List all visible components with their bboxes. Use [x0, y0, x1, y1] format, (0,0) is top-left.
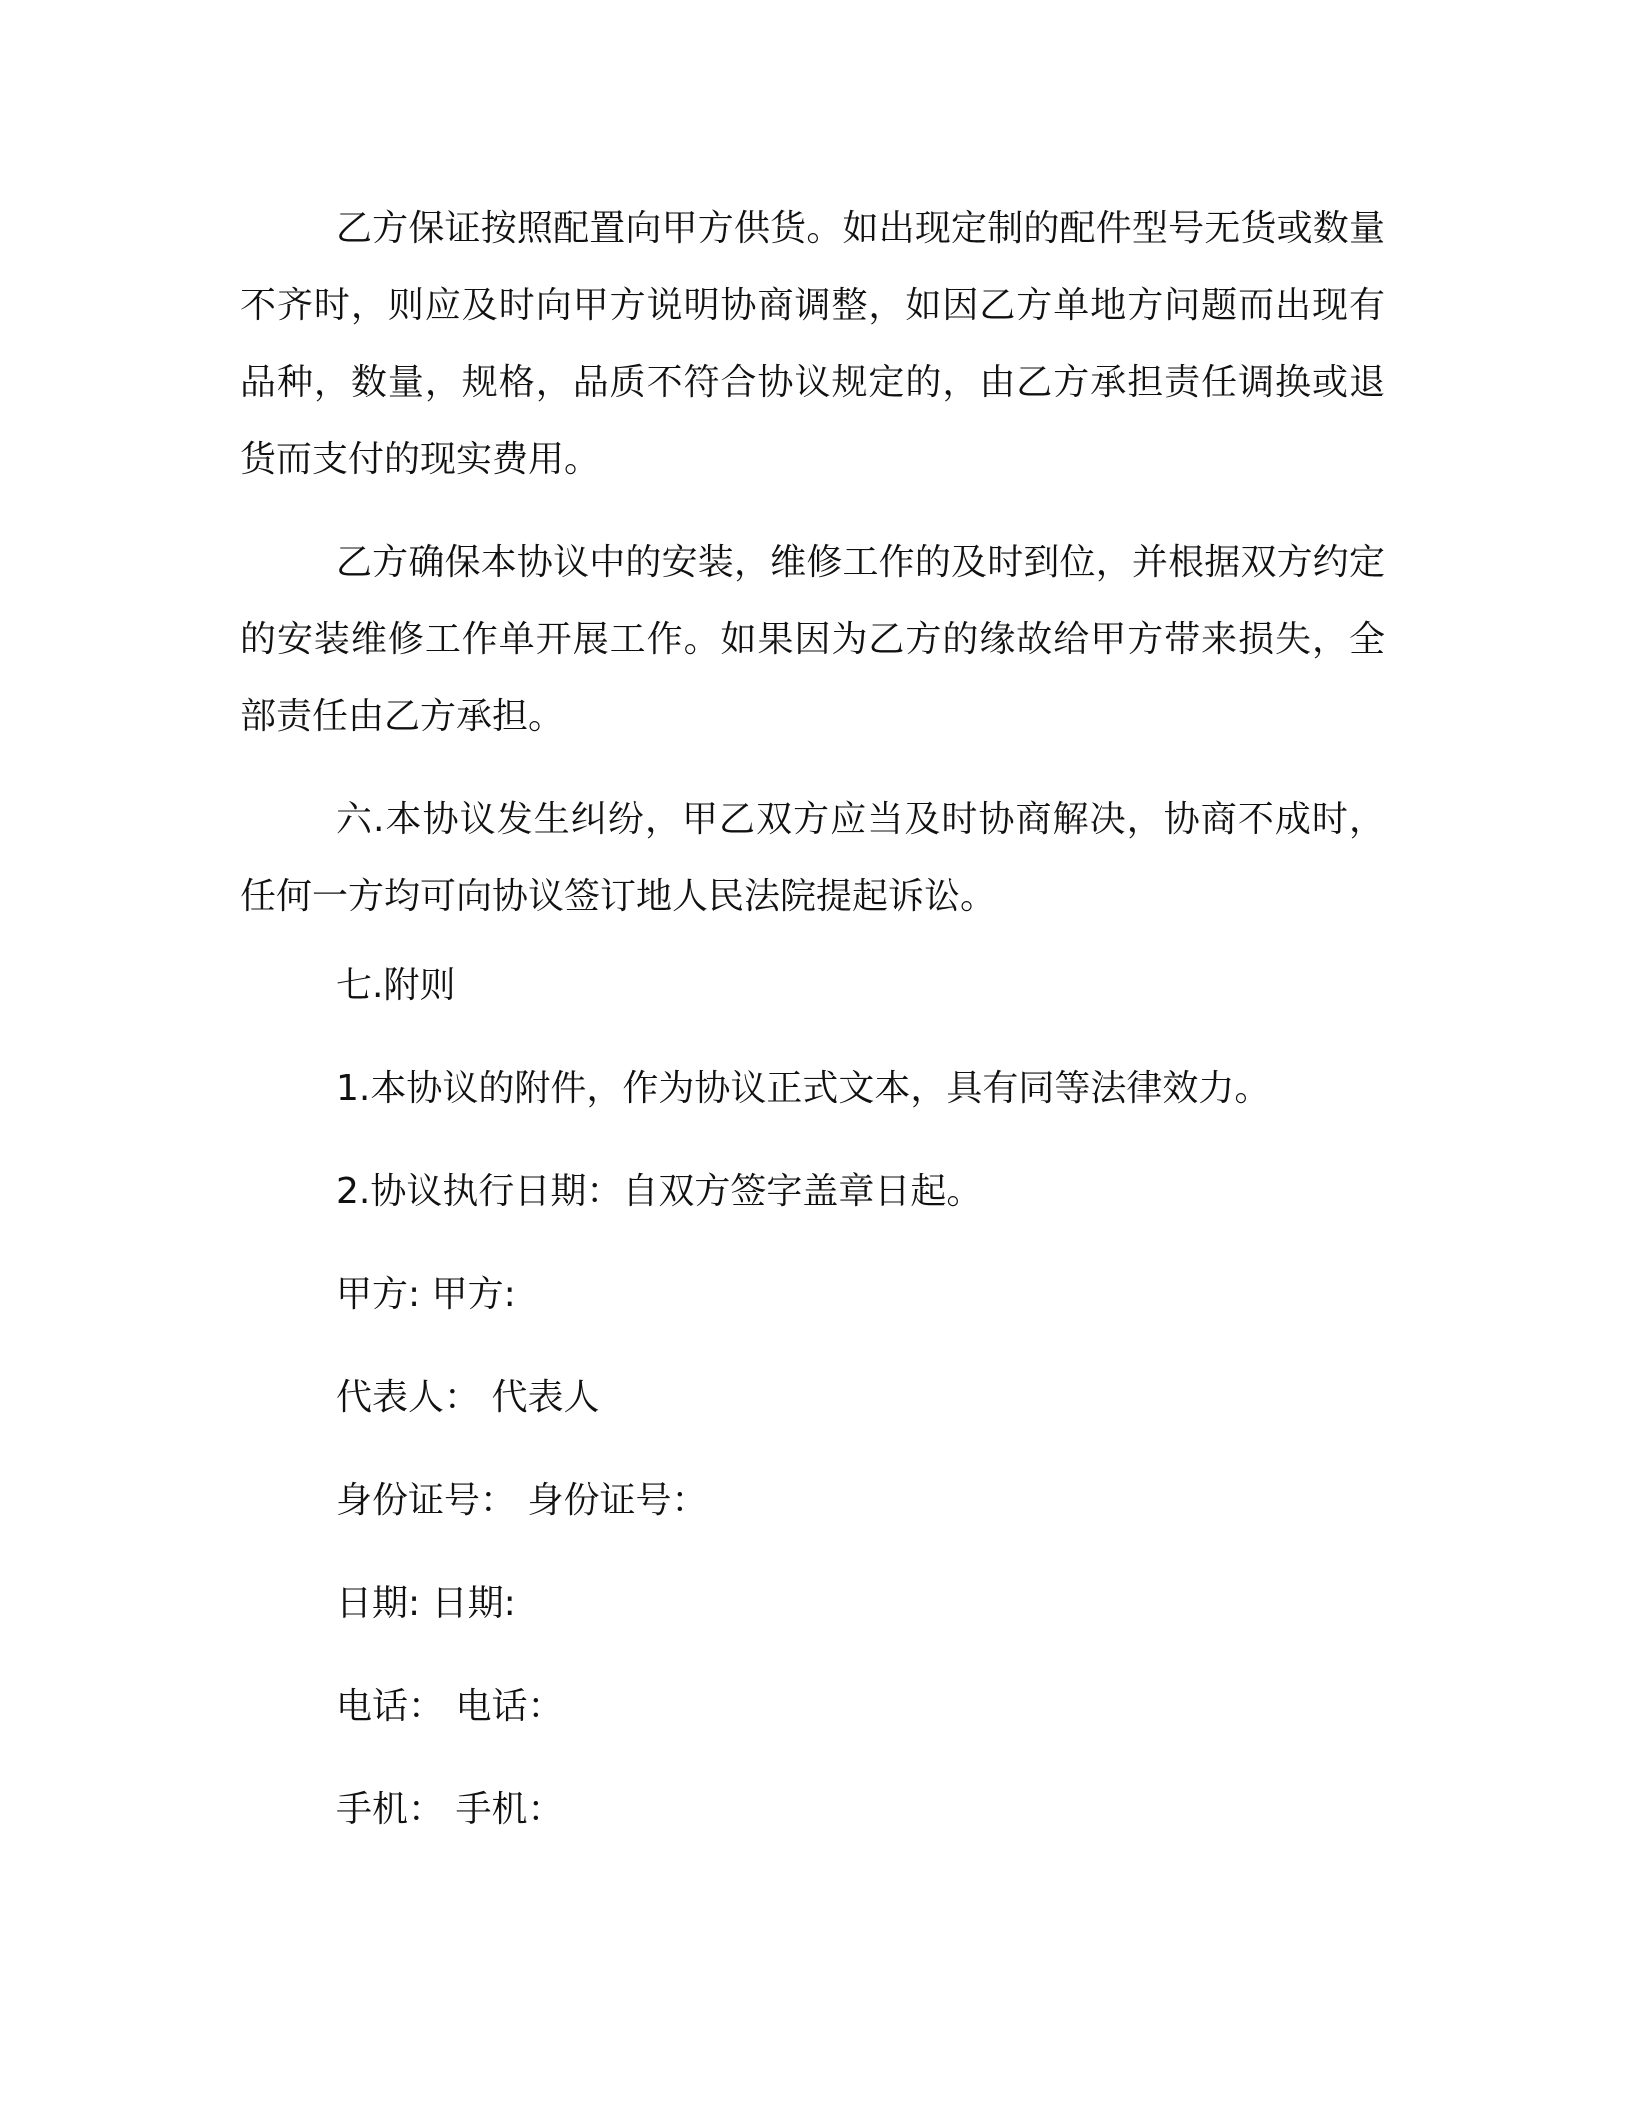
paragraph-supply-guarantee: 乙方保证按照配置向甲方供货。如出现定制的配件型号无货或数量不齐时，则应及时向甲方说明协商调整，如因乙方单地方问题而出现有品种，数量，规格，品质不符合协议规定的，由乙方承担责任调换或退货而支付的现实费用。: [240, 208, 1385, 480]
document-body: [240, 190, 1385, 961]
paragraph-installation-maintenance: 乙方确保本协议中的安装，维修工作的及时到位，并根据双方约定的安装维修工作单开展工作。如果因为乙方的缘故给甲方带来损失，全部责任由乙方承担。: [240, 542, 1385, 737]
clause-effective-date: 2.协议执行日期：自双方签字盖章日起。: [336, 1171, 983, 1212]
signature-field-mobile: 手机： 手机：: [336, 1789, 564, 1830]
signature-field-party-a: 甲方: 甲方:: [336, 1274, 516, 1315]
paragraph-dispute-resolution: 六.本协议发生纠纷，甲乙双方应当及时协商解决，协商不成时，任何一方均可向协议签订地人民法院提起诉讼。: [240, 799, 1385, 917]
signature-field-representative: 代表人： 代表人: [336, 1377, 600, 1418]
signature-field-id-number: 身份证号： 身份证号：: [336, 1480, 708, 1521]
signature-field-date: 日期: 日期:: [336, 1583, 516, 1624]
signature-field-phone: 电话： 电话：: [336, 1686, 564, 1727]
section-title-supplementary: 七.附则: [336, 965, 456, 1006]
clause-attachments: 1.本协议的附件，作为协议正式文本，具有同等法律效力。: [336, 1068, 1271, 1109]
